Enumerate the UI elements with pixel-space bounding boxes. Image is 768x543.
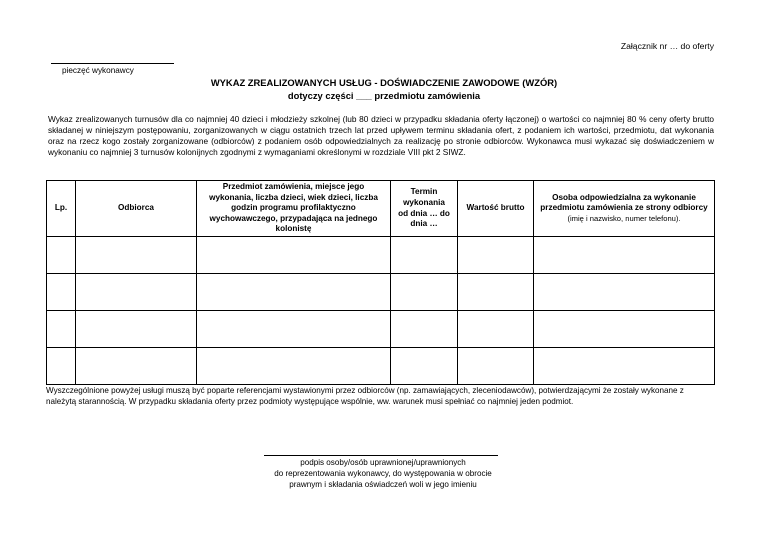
col-header-person-label: Osoba odpowiedzialna za wykonanie przedmiotu zamówienia ze strony odbiorcy [540,192,708,213]
table-cell[interactable] [458,348,534,385]
table-cell[interactable] [47,274,76,311]
table-row [47,274,715,311]
table-header-row [47,181,715,237]
stamp-label: pieczęć wykonawcy [62,66,134,75]
table-row [47,348,715,385]
annex-label: Załącznik nr … do oferty [620,41,714,51]
table-cell[interactable] [534,311,715,348]
signature-caption-line: do reprezentowania wykonawcy, do występowania w obrocie [274,468,492,478]
col-header-person-note: (imię i nazwisko, numer telefonu). [567,213,681,223]
col-header-term: Termin wykonania od dnia … do dnia … [391,181,458,237]
table-cell[interactable] [197,311,391,348]
table-cell[interactable] [47,311,76,348]
document-subtitle: dotyczy części ___ przedmiotu zamówienia [287,90,481,101]
table-cell[interactable] [76,311,197,348]
table-cell[interactable] [47,348,76,385]
document-title: WYKAZ ZREALIZOWANYCH USŁUG - DOŚWIADCZENIE ZAWODOWE (WZÓR) [210,77,558,88]
table-row [47,237,715,274]
col-header-recipient: Odbiorca [76,181,197,237]
table-cell[interactable] [76,237,197,274]
signature-caption-line: podpis osoby/osób uprawnionej/uprawnionych [300,458,466,467]
signature-line [264,455,498,456]
table-cell[interactable] [534,348,715,385]
col-header-subject: Przedmiot zamówienia, miejsce jego wykonania, liczba dzieci, wiek dzieci, liczba godzin programu profilaktyczno wychowawczego, przypadająca na jednego kolonistę [197,181,391,237]
table-cell[interactable] [197,274,391,311]
col-header-value: Wartość brutto [458,181,534,237]
table-cell[interactable] [391,237,458,274]
table-cell[interactable] [391,348,458,385]
table-cell[interactable] [458,274,534,311]
table-cell[interactable] [458,237,534,274]
signature-caption [230,458,536,490]
intro-paragraph: Wykaz zrealizowanych turnusów dla co najmniej 40 dzieci i młodzieży szkolnej (lub 80 dzieci w przypadku składania oferty łączonej) o wartości co najmniej 80 % ceny oferty brutto składanej w niniejszym postępowaniu, zorganizowanych w ciągu ostatnich trzech lat przed upływem terminu składania ofert, z podaniem ich wartości, przedmiotu, dat wykonania oraz na rzecz kogo zostały zorganizowane (odbiorców) z podaniem osób odpowiedzialnych za realizację po stronie odbiorców. Wykonawca musi wykazać się doświadczeniem w wykonaniu co najmniej 3 turnusów kolonijnych zgodnymi z wymaganiami określonymi w rozdziale VIII pkt 2 SIWZ. [48,114,714,158]
table-cell[interactable] [47,237,76,274]
table-row [47,311,715,348]
col-header-person [534,181,715,237]
stamp-line [51,63,174,64]
table-cell[interactable] [391,311,458,348]
table-cell[interactable] [534,274,715,311]
table-cell[interactable] [458,311,534,348]
table-cell[interactable] [76,348,197,385]
table-cell[interactable] [76,274,197,311]
footnote-paragraph: Wyszczególnione powyżej usługi muszą być poparte referencjami wystawionymi przez odbiorców (np. zamawiających, zleceniodawców), potwierdzającymi że zostały wykonane z należytą starannością. W przypadku składania oferty przez podmioty występujące wspólnie, ww. warunek musi spełniać co najmniej jeden podmiot. [46,386,684,406]
table-cell[interactable] [534,237,715,274]
col-header-lp: Lp. [47,181,76,237]
services-table [46,180,715,385]
table-cell[interactable] [197,237,391,274]
table-cell[interactable] [197,348,391,385]
table-cell[interactable] [391,274,458,311]
signature-caption-line: prawnym i składania oświadczeń woli w jego imieniu [289,479,477,489]
